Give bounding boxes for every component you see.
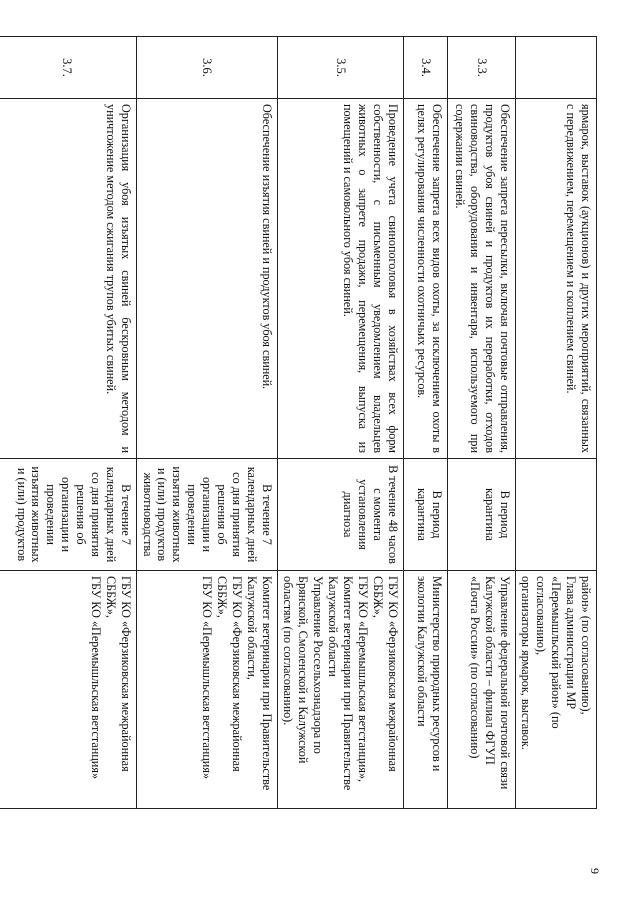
measure-text: ярмарок, выставок (аукционов) и других мероприятий, связанных с передвижением, перемещением и скоплением свиней.	[515, 99, 596, 459]
term-text	[515, 459, 596, 571]
responsible-cell	[447, 571, 515, 809]
responsible-line: ГБУ КО «Ферзиковская межрайонная СББЖ»,	[103, 576, 133, 772]
term-text: В течение 7 календарных дней со дня принятия решения об организации и проведении изъятия животных и (или) продуктов животноводства	[136, 459, 277, 571]
row-number: 3.5.	[277, 37, 403, 99]
term-text: В течение 48 часов с момента установления диагноза	[277, 459, 403, 571]
measure-text: Обеспечение запрета всех видов охоты, за исключением охоты в целях регулирования численности охотничьих ресурсов.	[403, 99, 447, 459]
responsible-cell	[0, 571, 136, 809]
responsible-line: Комитет ветеринарии при Правительстве Калужской области,	[244, 576, 274, 791]
table-row	[136, 37, 277, 809]
table-row	[277, 37, 403, 809]
measures-table	[0, 36, 597, 809]
responsible-line: ГБУ КО «Перемышльская ветстанция»,	[355, 576, 370, 783]
measures-table-body	[0, 37, 597, 809]
measure-text: Обеспечение изъятия свиней и продуктов убоя свиней.	[136, 99, 277, 459]
responsible-line: ГБУ КО «Перемышльская ветстанция»	[200, 576, 215, 780]
responsible-line: район» (по согласованию),	[579, 576, 593, 715]
responsible-line: ГБУ КО «Перемышльская ветстанция»	[89, 576, 103, 780]
responsible-line: Управление Россельхознадзора по Брянской, Смоленской и Калужской областям (по согласованию).	[281, 576, 326, 764]
row-number	[515, 37, 596, 99]
table-row	[0, 37, 136, 809]
term-text: В течение 7 календарных дней со дня принятия решения об организации и проведении изъятия животных и (или) продуктов	[0, 459, 136, 571]
responsible-line: Министерство природных ресурсов и экологии Калужской области	[414, 576, 444, 772]
responsible-cell	[277, 571, 403, 809]
responsible-cell	[403, 571, 447, 809]
term-text: В период карантина	[447, 459, 515, 571]
table-row	[515, 37, 596, 809]
term-text: В период карантина	[403, 459, 447, 571]
table-row	[447, 37, 515, 809]
responsible-line: ГБУ КО «Ферзиковская межрайонная СББЖ»,	[370, 576, 400, 772]
measure-text: Организация убоя изъятых свиней бескровным методом и уничтожение методом сжигания трупов убитых свиней.	[0, 99, 136, 459]
table-row	[403, 37, 447, 809]
responsible-cell	[136, 571, 277, 809]
responsible-line: ГБУ КО «Ферзиковская межрайонная СББЖ»,	[215, 576, 244, 772]
responsible-cell	[515, 571, 596, 809]
row-number: 3.4.	[403, 37, 447, 99]
responsible-line: Глава администрации МР «Перемышльский район» (по согласованию),	[534, 576, 579, 729]
measure-text: Обеспечение запрета пересылки, включая почтовые отправления, продуктов убоя свиней и продуктов их переработки, отходов свиноводства, оборудования и инвентаря, используемого при содержании свиней.	[447, 99, 515, 459]
measure-text: Проведение учета свинопоголовья в хозяйствах всех форм собственности, с письменным уведомлением владельцев животных о запрете продажи, перемещения, выпуска из помещений и самовольного убоя свиней.	[277, 99, 403, 459]
responsible-line: Управление федеральной почтовой связи Калужской области – филиал ФГУП «Почта России» (по согласованию)	[467, 576, 512, 790]
page-number: 9	[588, 868, 602, 874]
responsible-line: организаторы ярмарок, выставок.	[519, 576, 534, 750]
row-number: 3.3.	[447, 37, 515, 99]
row-number: 3.6.	[136, 37, 277, 99]
row-number: 3.7.	[0, 37, 136, 99]
responsible-line: Комитет ветеринарии при Правительстве Калужской области	[326, 576, 355, 791]
